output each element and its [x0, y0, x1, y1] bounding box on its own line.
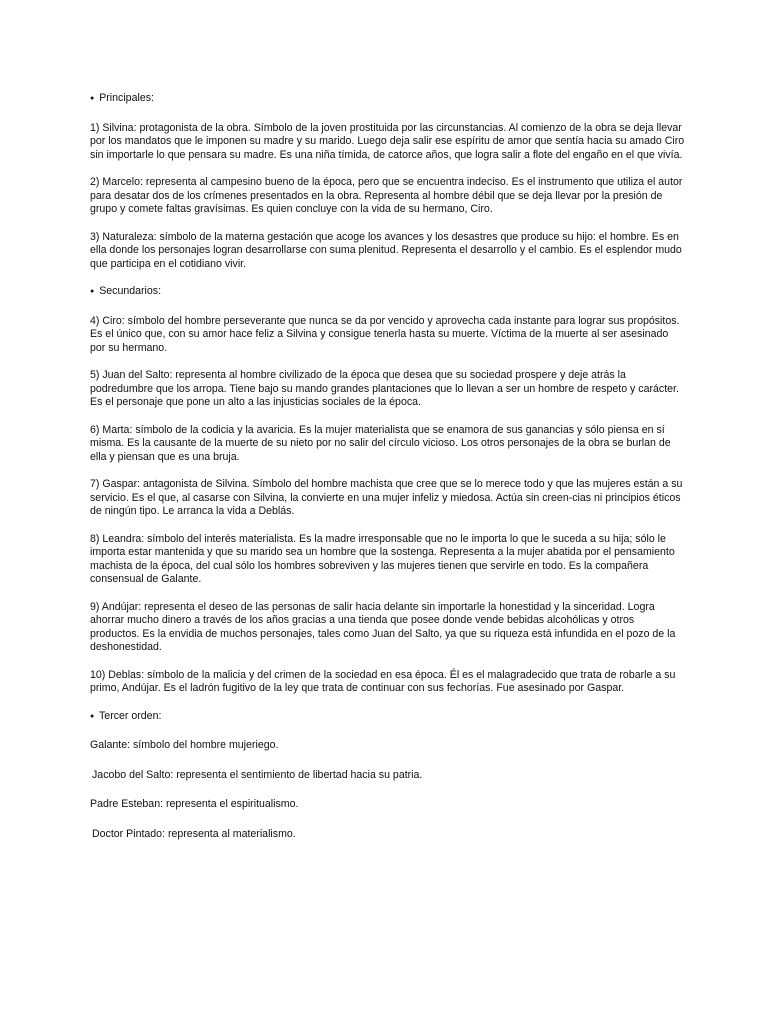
- character-doctor-pintado: Doctor Pintado: representa al materialismo.: [92, 827, 296, 840]
- document-page: [90, 92, 685, 841]
- section-heading-principales: [90, 92, 685, 106]
- section-label: Principales:: [99, 92, 154, 104]
- character-silvina: 1) Silvina: protagonista de la obra. Símbolo de la joven prostituida por las circunstancias. Al comienzo de la obra se deja llevar por los mandatos que le imponen su madre y su marido. Luego deja salir ese espíritu de amor que sentía hacia su amado Ciro sin importarle lo que pensara su madre. Es una niña tímida, de catorce años, que logra salir a flote del engaño en el que vivía.: [90, 121, 685, 161]
- section-heading-secundarios: [90, 285, 685, 299]
- section-label: Secundarios:: [99, 285, 162, 297]
- section-heading-tercer-orden: [90, 710, 685, 724]
- character-marcelo: 2) Marcelo: representa al campesino bueno de la época, pero que se encuentra indeciso. Es el instrumento que utiliza el autor para desatar dos de los crímenes presentados en la obra. Representa al hombre débil que se deja llevar por la presión de grupo y comete faltas gravísimas. Es quien concluye con la vida de su hermano, Ciro.: [90, 176, 683, 215]
- character-ciro: 4) Ciro: símbolo del hombre perseverante que nunca se da por vencido y aprovecha cada instante para lograr sus propósitos. Es el único que, con su amor hace feliz a Silvina y consigue tenerla hasta su muerte. Víctima de la muerte al ser asesinado por su hermano.: [90, 314, 680, 354]
- character-gaspar: 7) Gaspar: antagonista de Silvina. Símbolo del hombre machista que cree que se lo merece todo y que las mujeres están a su servicio. Es el que, al casarse con Silvina, la convierte en una mujer infeliz y miedosa. Actúa sin creen-cias ni principios éticos de ningún tipo. Le arranca la vida a Deblás.: [90, 478, 683, 517]
- bullet-icon: ●: [90, 712, 95, 720]
- bullet-icon: ●: [90, 95, 95, 102]
- character-jacobo-del-salto: Jacobo del Salto: representa el sentimiento de libertad hacia su patria.: [92, 768, 423, 781]
- character-andujar: 9) Andújar: representa el deseo de las personas de salir hacia delante sin importarle la honestidad y la sinceridad. Logra ahorrar mucho dinero a través de los años gracias a una tienda que posee donde vende bebidas alcohólicas y otros productos. Es la envidia de muchos personajes, tales como Juan del Salto, ya que su riqueza está infundida en el pozo de la deshonestidad.: [90, 600, 676, 653]
- character-leandra: 8) Leandra: símbolo del interés materialista. Es la madre irresponsable que no le importa lo que le suceda a su hija; sólo le importa estar mantenida y que su marido sea un hombre que la sostenga. Representa a la mujer abatida por el pensamiento machista de la época, del cual sólo los hombres sobreviven y las mujeres tienen que servirle en todo. Es la compañera consensual de Galante.: [90, 532, 675, 585]
- character-deblas: 10) Deblas: símbolo de la malicia y del crimen de la sociedad en esa época. Él es el malagradecido que trata de robarle a su primo, Andújar. Es el ladrón fugitivo de la ley que trata de continuar con sus fechorías. Fue asesinado por Gaspar.: [90, 668, 676, 694]
- section-label: Tercer orden:: [99, 709, 162, 722]
- character-marta: 6) Marta: símbolo de la codicia y la avaricia. Es la mujer materialista que se enamora de sus ganancias y sólo piensa en sí misma. Es la causante de la muerte de su nieto por no salir del círculo vicioso. Los otros personajes de la obra se burlan de ella y piensan que es una bruja.: [90, 423, 671, 463]
- character-naturaleza: 3) Naturaleza: símbolo de la materna gestación que acoge los avances y los desastres que produce su hijo: el hombre. Es en ella donde los personajes logran desarrollarse con suma plenitud. Representa el desarrollo y el cambio. Es el esplendor mudo que participa en el cotidiano vivir.: [90, 230, 682, 270]
- character-padre-esteban: Padre Esteban: representa el espiritualismo.: [90, 798, 299, 810]
- character-juan-del-salto: 5) Juan del Salto: representa al hombre civilizado de la época que desea que su sociedad prospere y deje atrás la podredumbre que los arropa. Tiene bajo su mando grandes plantaciones que lo llevan a ser un hombre de respeto y carácter. Es el personaje que pone un alto a las injusticias sociales de la época.: [90, 369, 679, 408]
- character-galante: Galante: símbolo del hombre mujeriego.: [90, 739, 279, 751]
- bullet-icon: ●: [90, 288, 95, 295]
